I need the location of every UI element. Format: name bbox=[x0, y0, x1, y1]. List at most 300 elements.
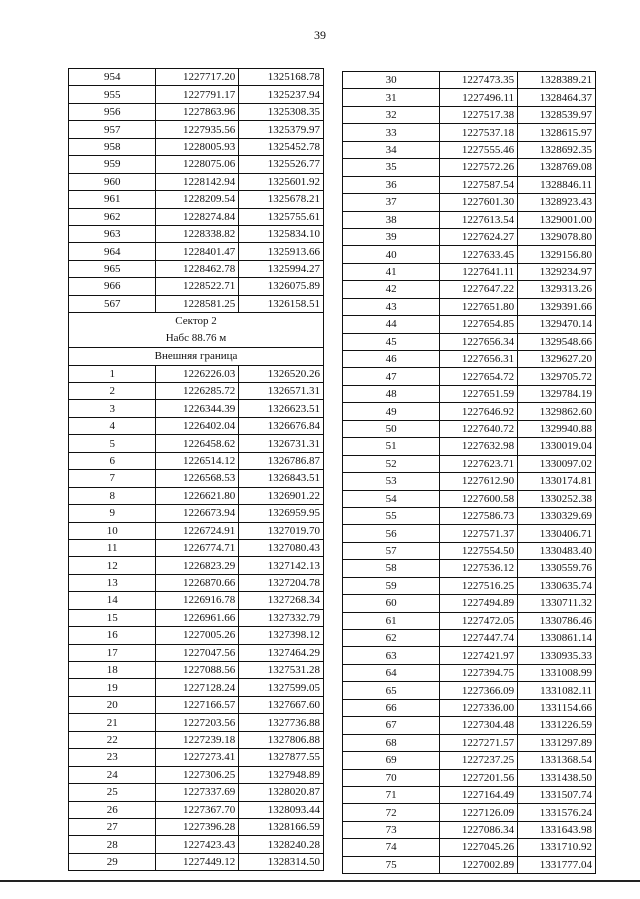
table-row bbox=[69, 69, 324, 86]
coord-y: 1326786.87 bbox=[239, 452, 324, 469]
coord-y: 1328923.43 bbox=[518, 194, 596, 211]
page-number: 39 bbox=[314, 28, 326, 42]
coord-x: 1227586.73 bbox=[440, 507, 518, 524]
sector-title-cell bbox=[69, 313, 324, 348]
coord-y: 1331154.66 bbox=[518, 699, 596, 716]
coord-x: 1227623.71 bbox=[440, 455, 518, 472]
coord-x: 1226285.72 bbox=[156, 383, 239, 400]
table-row bbox=[343, 385, 596, 402]
point-number: 22 bbox=[69, 731, 156, 748]
coord-y: 1328846.11 bbox=[518, 176, 596, 193]
coord-y: 1331507.74 bbox=[518, 786, 596, 803]
point-number: 36 bbox=[343, 176, 440, 193]
point-number: 33 bbox=[343, 124, 440, 141]
coord-y: 1325994.27 bbox=[239, 260, 324, 277]
coord-x: 1227166.57 bbox=[156, 696, 239, 713]
coord-x: 1227336.00 bbox=[440, 699, 518, 716]
coord-y: 1326571.31 bbox=[239, 383, 324, 400]
point-number: 27 bbox=[69, 818, 156, 835]
coord-y: 1326075.89 bbox=[239, 278, 324, 295]
coord-y: 1327332.79 bbox=[239, 609, 324, 626]
table-row bbox=[69, 627, 324, 644]
table-row bbox=[69, 801, 324, 818]
point-number: 964 bbox=[69, 243, 156, 260]
coord-y: 1326959.95 bbox=[239, 505, 324, 522]
table-row bbox=[343, 263, 596, 280]
point-number: 16 bbox=[69, 627, 156, 644]
table-row bbox=[343, 124, 596, 141]
table-row bbox=[69, 452, 324, 469]
coord-y: 1328539.97 bbox=[518, 106, 596, 123]
coord-y: 1330097.02 bbox=[518, 455, 596, 472]
table-row bbox=[343, 420, 596, 437]
point-number: 3 bbox=[69, 400, 156, 417]
coord-y: 1330406.71 bbox=[518, 525, 596, 542]
coord-y: 1330935.33 bbox=[518, 647, 596, 664]
point-number: 965 bbox=[69, 260, 156, 277]
point-number: 10 bbox=[69, 522, 156, 539]
table-row bbox=[69, 156, 324, 173]
point-number: 20 bbox=[69, 696, 156, 713]
boundary-row bbox=[69, 348, 324, 365]
coord-y: 1331438.50 bbox=[518, 769, 596, 786]
coord-x: 1227447.74 bbox=[440, 630, 518, 647]
table-row bbox=[69, 505, 324, 522]
table-row bbox=[69, 86, 324, 103]
coord-x: 1227449.12 bbox=[156, 853, 239, 870]
coord-x: 1227633.45 bbox=[440, 246, 518, 263]
coord-y: 1327204.78 bbox=[239, 574, 324, 591]
coord-y: 1326520.26 bbox=[239, 365, 324, 382]
coord-y: 1331643.98 bbox=[518, 821, 596, 838]
point-number: 72 bbox=[343, 804, 440, 821]
table-row bbox=[69, 696, 324, 713]
coord-x: 1227203.56 bbox=[156, 714, 239, 731]
point-number: 954 bbox=[69, 69, 156, 86]
table-row bbox=[69, 400, 324, 417]
coord-y: 1328692.35 bbox=[518, 141, 596, 158]
point-number: 56 bbox=[343, 525, 440, 542]
coord-y: 1329313.26 bbox=[518, 281, 596, 298]
coord-x: 1227600.58 bbox=[440, 490, 518, 507]
coord-y: 1325601.92 bbox=[239, 173, 324, 190]
point-number: 34 bbox=[343, 141, 440, 158]
coord-x: 1227613.54 bbox=[440, 211, 518, 228]
coord-y: 1327736.88 bbox=[239, 714, 324, 731]
table-row bbox=[69, 784, 324, 801]
table-row bbox=[69, 609, 324, 626]
coord-x: 1227421.97 bbox=[440, 647, 518, 664]
coord-x: 1227632.98 bbox=[440, 438, 518, 455]
coord-y: 1327142.13 bbox=[239, 557, 324, 574]
point-number: 46 bbox=[343, 351, 440, 368]
coord-y: 1329862.60 bbox=[518, 403, 596, 420]
coord-y: 1328314.50 bbox=[239, 853, 324, 870]
point-number: 63 bbox=[343, 647, 440, 664]
coord-y: 1330861.14 bbox=[518, 630, 596, 647]
coord-y: 1331226.59 bbox=[518, 717, 596, 734]
table-row bbox=[69, 662, 324, 679]
point-number: 35 bbox=[343, 159, 440, 176]
point-number: 65 bbox=[343, 682, 440, 699]
point-number: 74 bbox=[343, 839, 440, 856]
point-number: 32 bbox=[343, 106, 440, 123]
table-row bbox=[69, 853, 324, 870]
table-row bbox=[69, 766, 324, 783]
table-row bbox=[343, 298, 596, 315]
table-row bbox=[343, 159, 596, 176]
table-row bbox=[343, 804, 596, 821]
point-number: 60 bbox=[343, 595, 440, 612]
coord-y: 1328464.37 bbox=[518, 89, 596, 106]
table-row bbox=[343, 141, 596, 158]
coord-x: 1226621.80 bbox=[156, 487, 239, 504]
point-number: 955 bbox=[69, 86, 156, 103]
table-row bbox=[69, 208, 324, 225]
table-row bbox=[69, 173, 324, 190]
coord-x: 1227086.34 bbox=[440, 821, 518, 838]
table-row bbox=[69, 260, 324, 277]
point-number: 73 bbox=[343, 821, 440, 838]
coord-x: 1227640.72 bbox=[440, 420, 518, 437]
coord-x: 1227612.90 bbox=[440, 473, 518, 490]
coord-y: 1327531.28 bbox=[239, 662, 324, 679]
coord-x: 1226514.12 bbox=[156, 452, 239, 469]
table-row bbox=[343, 821, 596, 838]
coord-x: 1227394.75 bbox=[440, 664, 518, 681]
table-row bbox=[343, 769, 596, 786]
table-row bbox=[69, 557, 324, 574]
coord-x: 1227601.30 bbox=[440, 194, 518, 211]
point-number: 71 bbox=[343, 786, 440, 803]
coord-x: 1227473.35 bbox=[440, 72, 518, 89]
coord-x: 1228522.71 bbox=[156, 278, 239, 295]
coord-x: 1227624.27 bbox=[440, 228, 518, 245]
coord-x: 1227496.11 bbox=[440, 89, 518, 106]
point-number: 4 bbox=[69, 417, 156, 434]
point-number: 21 bbox=[69, 714, 156, 731]
coord-x: 1227537.18 bbox=[440, 124, 518, 141]
point-number: 66 bbox=[343, 699, 440, 716]
point-number: 958 bbox=[69, 138, 156, 155]
coord-x: 1227201.56 bbox=[440, 769, 518, 786]
coord-y: 1325237.94 bbox=[239, 86, 324, 103]
coord-x: 1227517.38 bbox=[440, 106, 518, 123]
coord-y: 1330786.46 bbox=[518, 612, 596, 629]
coord-x: 1226344.39 bbox=[156, 400, 239, 417]
coord-y: 1327667.60 bbox=[239, 696, 324, 713]
point-number: 57 bbox=[343, 542, 440, 559]
point-number: 31 bbox=[343, 89, 440, 106]
coord-x: 1228338.82 bbox=[156, 225, 239, 242]
coord-x: 1228005.93 bbox=[156, 138, 239, 155]
coord-x: 1227641.11 bbox=[440, 263, 518, 280]
coord-x: 1227002.89 bbox=[440, 856, 518, 873]
table-row bbox=[69, 731, 324, 748]
table-row bbox=[343, 525, 596, 542]
point-number: 2 bbox=[69, 383, 156, 400]
coord-y: 1329234.97 bbox=[518, 263, 596, 280]
point-number: 18 bbox=[69, 662, 156, 679]
coord-y: 1327806.88 bbox=[239, 731, 324, 748]
coord-y: 1330019.04 bbox=[518, 438, 596, 455]
coord-x: 1226226.03 bbox=[156, 365, 239, 382]
coord-x: 1228581.25 bbox=[156, 295, 239, 312]
table-row bbox=[343, 507, 596, 524]
coord-x: 1227863.96 bbox=[156, 103, 239, 120]
coord-y: 1326731.31 bbox=[239, 435, 324, 452]
coord-y: 1326843.51 bbox=[239, 470, 324, 487]
point-number: 40 bbox=[343, 246, 440, 263]
table-row bbox=[69, 103, 324, 120]
coord-x: 1226724.91 bbox=[156, 522, 239, 539]
coord-y: 1327948.89 bbox=[239, 766, 324, 783]
point-number: 25 bbox=[69, 784, 156, 801]
point-number: 6 bbox=[69, 452, 156, 469]
coord-x: 1227271.57 bbox=[440, 734, 518, 751]
point-number: 42 bbox=[343, 281, 440, 298]
table-row bbox=[343, 438, 596, 455]
point-number: 48 bbox=[343, 385, 440, 402]
coord-y: 1329470.14 bbox=[518, 316, 596, 333]
point-number: 15 bbox=[69, 609, 156, 626]
coord-y: 1330252.38 bbox=[518, 490, 596, 507]
coord-y: 1325379.97 bbox=[239, 121, 324, 138]
coord-y: 1326623.51 bbox=[239, 400, 324, 417]
coord-y: 1331082.11 bbox=[518, 682, 596, 699]
coord-y: 1331297.89 bbox=[518, 734, 596, 751]
coord-x: 1227237.25 bbox=[440, 752, 518, 769]
coord-x: 1227571.37 bbox=[440, 525, 518, 542]
table-row bbox=[343, 612, 596, 629]
coord-x: 1227304.48 bbox=[440, 717, 518, 734]
point-number: 966 bbox=[69, 278, 156, 295]
table-row bbox=[343, 490, 596, 507]
coord-y: 1329940.88 bbox=[518, 420, 596, 437]
coord-x: 1226458.62 bbox=[156, 435, 239, 452]
table-row bbox=[343, 211, 596, 228]
table-row bbox=[343, 839, 596, 856]
coord-y: 1331710.92 bbox=[518, 839, 596, 856]
coord-y: 1325168.78 bbox=[239, 69, 324, 86]
coord-y: 1329078.80 bbox=[518, 228, 596, 245]
table-row bbox=[343, 72, 596, 89]
coord-x: 1226402.04 bbox=[156, 417, 239, 434]
point-number: 41 bbox=[343, 263, 440, 280]
coord-y: 1331368.54 bbox=[518, 752, 596, 769]
coord-x: 1227126.09 bbox=[440, 804, 518, 821]
point-number: 567 bbox=[69, 295, 156, 312]
point-number: 64 bbox=[343, 664, 440, 681]
coord-x: 1227494.89 bbox=[440, 595, 518, 612]
table-row bbox=[69, 470, 324, 487]
coord-x: 1227005.26 bbox=[156, 627, 239, 644]
table-row bbox=[69, 487, 324, 504]
coord-y: 1326158.51 bbox=[239, 295, 324, 312]
coord-y: 1330711.32 bbox=[518, 595, 596, 612]
point-number: 8 bbox=[69, 487, 156, 504]
table-row bbox=[69, 679, 324, 696]
table-row bbox=[343, 717, 596, 734]
point-number: 7 bbox=[69, 470, 156, 487]
point-number: 69 bbox=[343, 752, 440, 769]
coord-x: 1226823.29 bbox=[156, 557, 239, 574]
table-row bbox=[343, 89, 596, 106]
coord-x: 1227366.09 bbox=[440, 682, 518, 699]
point-number: 956 bbox=[69, 103, 156, 120]
point-number: 55 bbox=[343, 507, 440, 524]
coord-y: 1327019.70 bbox=[239, 522, 324, 539]
coord-x: 1226961.66 bbox=[156, 609, 239, 626]
point-number: 67 bbox=[343, 717, 440, 734]
table-row bbox=[69, 191, 324, 208]
table-row bbox=[69, 818, 324, 835]
coord-x: 1227088.56 bbox=[156, 662, 239, 679]
table-row bbox=[69, 539, 324, 556]
coord-x: 1227654.72 bbox=[440, 368, 518, 385]
coord-y: 1329705.72 bbox=[518, 368, 596, 385]
table-row bbox=[343, 228, 596, 245]
table-row bbox=[343, 333, 596, 350]
coord-x: 1227572.26 bbox=[440, 159, 518, 176]
table-row bbox=[69, 417, 324, 434]
coord-x: 1227935.56 bbox=[156, 121, 239, 138]
point-number: 59 bbox=[343, 577, 440, 594]
coord-y: 1330559.76 bbox=[518, 560, 596, 577]
table-row bbox=[69, 714, 324, 731]
coord-x: 1227239.18 bbox=[156, 731, 239, 748]
coord-x: 1227587.54 bbox=[440, 176, 518, 193]
point-number: 68 bbox=[343, 734, 440, 751]
table-row bbox=[343, 176, 596, 193]
coord-y: 1328769.08 bbox=[518, 159, 596, 176]
point-number: 11 bbox=[69, 539, 156, 556]
point-number: 38 bbox=[343, 211, 440, 228]
point-number: 43 bbox=[343, 298, 440, 315]
coord-y: 1328166.59 bbox=[239, 818, 324, 835]
coord-y: 1329156.80 bbox=[518, 246, 596, 263]
point-number: 960 bbox=[69, 173, 156, 190]
table-row bbox=[69, 836, 324, 853]
table-row bbox=[343, 246, 596, 263]
right-coordinates-table bbox=[342, 71, 596, 874]
coord-y: 1329548.66 bbox=[518, 333, 596, 350]
coord-x: 1227337.69 bbox=[156, 784, 239, 801]
coord-y: 1330483.40 bbox=[518, 542, 596, 559]
sector-title: Сектор 2 bbox=[175, 315, 217, 328]
coord-y: 1330635.74 bbox=[518, 577, 596, 594]
point-number: 54 bbox=[343, 490, 440, 507]
coord-x: 1228401.47 bbox=[156, 243, 239, 260]
coord-y: 1331576.24 bbox=[518, 804, 596, 821]
scan-edge-line bbox=[0, 880, 640, 882]
coord-y: 1327080.43 bbox=[239, 539, 324, 556]
table-row bbox=[69, 365, 324, 382]
point-number: 39 bbox=[343, 228, 440, 245]
point-number: 14 bbox=[69, 592, 156, 609]
point-number: 58 bbox=[343, 560, 440, 577]
coord-x: 1226673.94 bbox=[156, 505, 239, 522]
coord-y: 1329784.19 bbox=[518, 385, 596, 402]
coord-x: 1227045.26 bbox=[440, 839, 518, 856]
coord-y: 1331777.04 bbox=[518, 856, 596, 873]
point-number: 37 bbox=[343, 194, 440, 211]
point-number: 12 bbox=[69, 557, 156, 574]
table-row bbox=[69, 121, 324, 138]
coord-y: 1327599.05 bbox=[239, 679, 324, 696]
coord-x: 1227306.25 bbox=[156, 766, 239, 783]
coord-y: 1328389.21 bbox=[518, 72, 596, 89]
coord-x: 1228209.54 bbox=[156, 191, 239, 208]
table-row bbox=[343, 752, 596, 769]
point-number: 47 bbox=[343, 368, 440, 385]
coord-y: 1325678.21 bbox=[239, 191, 324, 208]
boundary-label: Внешняя граница bbox=[69, 348, 324, 365]
sector-header bbox=[69, 313, 324, 365]
table-row bbox=[69, 225, 324, 242]
sector-title-row bbox=[69, 313, 324, 348]
point-number: 9 bbox=[69, 505, 156, 522]
table-row bbox=[69, 749, 324, 766]
coord-x: 1227554.50 bbox=[440, 542, 518, 559]
table-row bbox=[343, 455, 596, 472]
coord-y: 1327268.34 bbox=[239, 592, 324, 609]
table-row bbox=[343, 647, 596, 664]
table-row bbox=[343, 316, 596, 333]
coord-x: 1228142.94 bbox=[156, 173, 239, 190]
point-number: 70 bbox=[343, 769, 440, 786]
table-row bbox=[343, 368, 596, 385]
point-number: 17 bbox=[69, 644, 156, 661]
coord-y: 1330329.69 bbox=[518, 507, 596, 524]
table-row bbox=[69, 278, 324, 295]
point-number: 962 bbox=[69, 208, 156, 225]
table-row bbox=[343, 577, 596, 594]
table-row bbox=[69, 243, 324, 260]
coord-x: 1228462.78 bbox=[156, 260, 239, 277]
table-row bbox=[343, 595, 596, 612]
table-row bbox=[69, 592, 324, 609]
coord-x: 1227367.70 bbox=[156, 801, 239, 818]
point-number: 50 bbox=[343, 420, 440, 437]
point-number: 75 bbox=[343, 856, 440, 873]
coord-x: 1227647.22 bbox=[440, 281, 518, 298]
table-row bbox=[343, 194, 596, 211]
coord-y: 1329391.66 bbox=[518, 298, 596, 315]
coord-x: 1226568.53 bbox=[156, 470, 239, 487]
right-table-rows bbox=[343, 72, 596, 874]
coord-x: 1228274.84 bbox=[156, 208, 239, 225]
table-row bbox=[343, 351, 596, 368]
table-row bbox=[343, 699, 596, 716]
point-number: 45 bbox=[343, 333, 440, 350]
point-number: 1 bbox=[69, 365, 156, 382]
coord-y: 1328240.28 bbox=[239, 836, 324, 853]
table-row bbox=[343, 856, 596, 873]
coord-x: 1227047.56 bbox=[156, 644, 239, 661]
table-row bbox=[343, 106, 596, 123]
point-number: 5 bbox=[69, 435, 156, 452]
coord-y: 1328615.97 bbox=[518, 124, 596, 141]
coord-x: 1227646.92 bbox=[440, 403, 518, 420]
point-number: 61 bbox=[343, 612, 440, 629]
sector-height: Набс 88.76 м bbox=[165, 332, 227, 345]
coord-y: 1325913.66 bbox=[239, 243, 324, 260]
table-row bbox=[69, 383, 324, 400]
left-coordinates-table bbox=[68, 68, 324, 871]
point-number: 30 bbox=[343, 72, 440, 89]
coord-x: 1227536.12 bbox=[440, 560, 518, 577]
